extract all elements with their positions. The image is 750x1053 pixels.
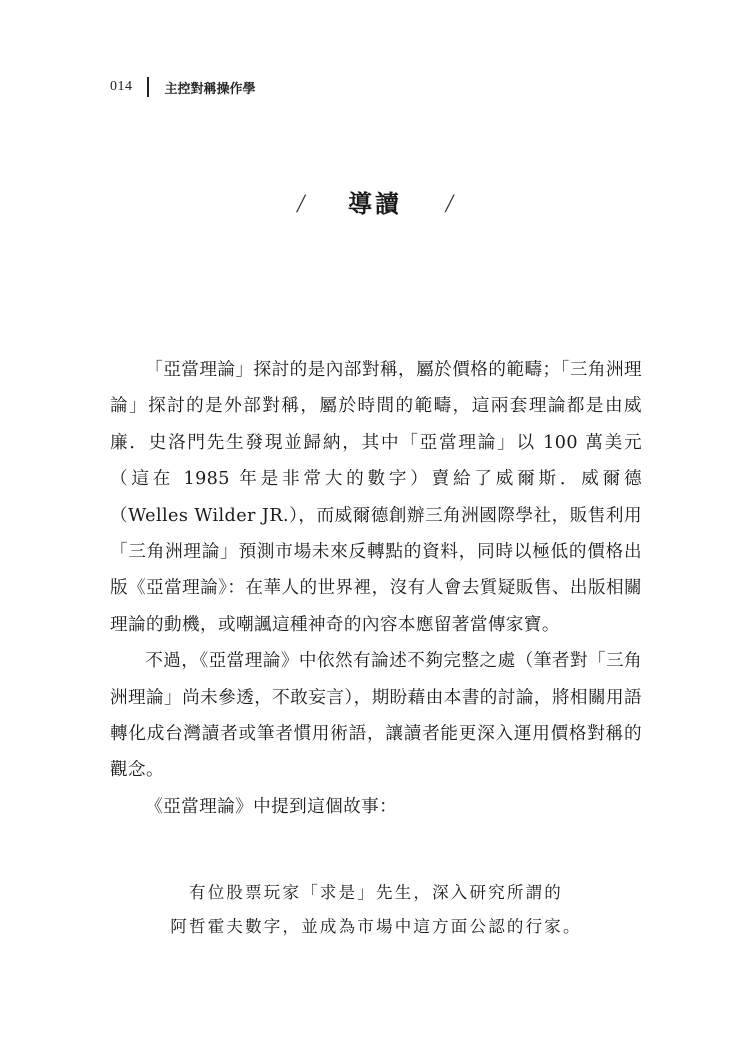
heading-slash-left: / <box>297 189 305 218</box>
section-heading <box>0 184 750 224</box>
paragraph: 「亞當理論」探討的是內部對稱，屬於價格的範疇；「三角洲理論」探討的是外部對稱，屬於時間的範疇，這兩套理論都是由威廉．史洛門先生發現並歸納，其中「亞當理論」以 100 萬美元（這在 1985 年是非常大的數字）賣給了威爾斯．威爾德（Welles Wilder JR.），而威爾德創辦三角洲國際學社，販售利用「三角洲理論」預測市場未來反轉點的資料，同時以極低的價格出版《亞當理論》：在華人的世界裡，沒有人會去質疑販售、出版相關理論的動機，或嘲諷這種神奇的內容本應留著當傳家寶。 <box>110 360 642 635</box>
book-title: 主控對稱操作學 <box>164 81 256 97</box>
body-text <box>110 352 642 825</box>
running-header <box>110 76 256 98</box>
paragraph: 不過，《亞當理論》中依然有論述不夠完整之處（筆者對「三角洲理論」尚未參透，不敢妄言），期盼藉由本書的討論，將相關用語轉化成台灣讀者或筆者慣用術語，讓讀者能更深入運用價格對稱的觀念。 <box>110 651 642 781</box>
page-number: 014 <box>110 79 133 94</box>
quote-line: 阿哲霍夫數字，並成為市場中這方面公認的行家。 <box>170 917 582 936</box>
header-divider <box>147 77 149 97</box>
paragraph: 《亞當理論》中提到這個故事： <box>145 796 398 817</box>
quote-line: 有位股票玩家「求是」先生，深入研究所謂的 <box>189 883 563 902</box>
section-title: 導讀 <box>348 190 402 218</box>
heading-slash-right: / <box>445 189 453 218</box>
block-quote <box>110 876 642 944</box>
